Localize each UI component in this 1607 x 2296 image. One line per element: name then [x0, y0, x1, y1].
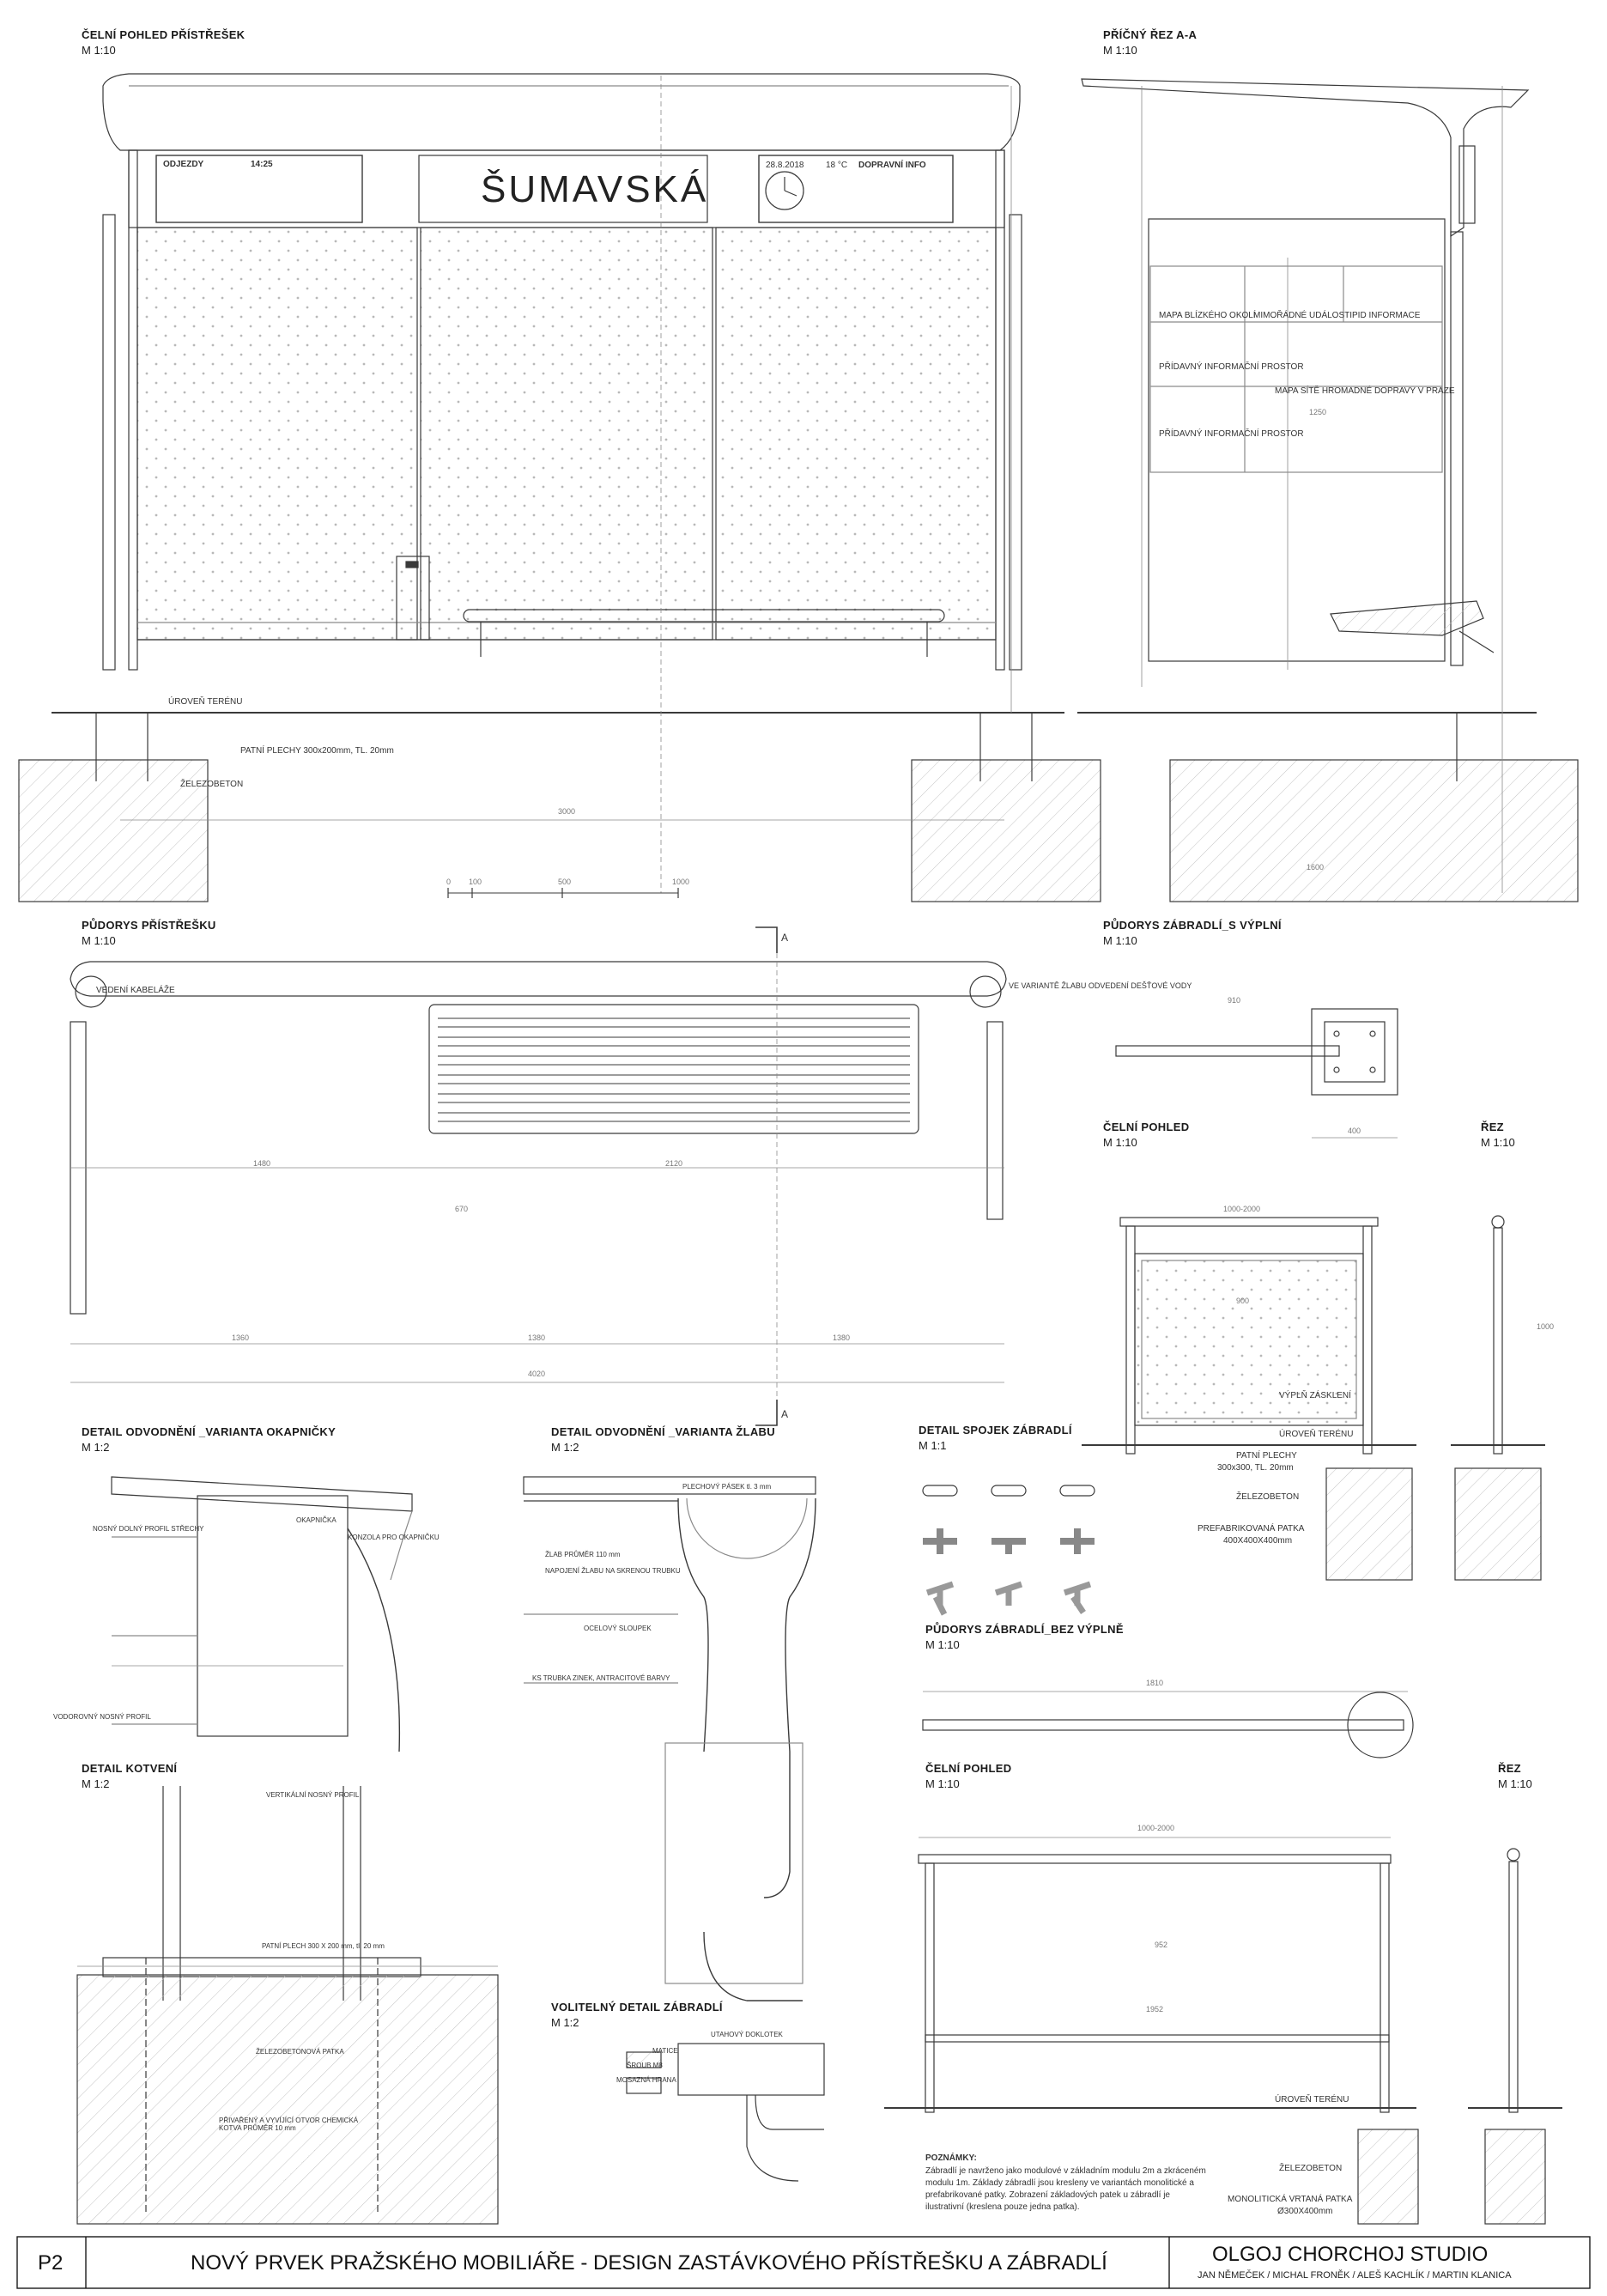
section-dim-1600: 1600	[1307, 863, 1325, 872]
railing2-footing-size: Ø300X400mm	[1277, 2207, 1333, 2216]
drain-b-label-4: OCELOVÝ SLOUPEK	[584, 1625, 652, 1632]
railing-concrete-label: ŽELEZOBETON	[1236, 1492, 1300, 1502]
railing-front-1-title: ČELNÍ POHLED	[1103, 1121, 1190, 1133]
anchor-label-1: VERTIKÁLNÍ NOSNÝ PROFIL	[266, 1791, 360, 1799]
cross-section-aa	[1077, 79, 1578, 902]
plan-roof-edge	[70, 962, 1006, 996]
plan-title: PŮDORYS PŘÍSTŘEŠKU	[82, 919, 216, 932]
anchor-label-2: PATNÍ PLECH 300 X 200 mm, tl. 20 mm	[262, 1942, 385, 1950]
panel-local-map: MAPA BLÍZKÉHO OKOLÍ	[1159, 311, 1256, 320]
drain-b-title: DETAIL ODVODNĚNÍ _VARIANTA ŽLABU	[551, 1425, 775, 1438]
railing-section-footing-2	[1485, 2129, 1545, 2224]
drainage-detail-drip	[112, 1477, 412, 1752]
optional-title: VOLITELNÝ DETAIL ZÁBRADLÍ	[551, 2001, 723, 2014]
section-dim-1250: 1250	[1309, 408, 1327, 416]
railing-ground-label: ÚROVEŇ TERÉNU	[1279, 1430, 1354, 1439]
plan-dim-1380a: 1380	[528, 1333, 546, 1342]
railing2-concrete-label: ŽELEZOBETON	[1279, 2164, 1343, 2173]
railing2-footing-label: MONOLITICKÁ VRTANÁ PATKA	[1228, 2195, 1353, 2204]
sheet-number: P2	[38, 2251, 64, 2275]
drain-a-label-1: NOSNÝ DOLNÝ PROFIL STŘECHY	[93, 1525, 204, 1533]
railing-dim-1000: 1000	[1537, 1322, 1555, 1331]
railing-section-footing-1	[1455, 1468, 1541, 1580]
front-view-scale: M 1:10	[82, 44, 116, 57]
departures-time: 14:25	[251, 160, 273, 169]
railing-dim-910: 910	[1228, 996, 1241, 1005]
railing-front-2-scale: M 1:10	[925, 1777, 960, 1790]
drain-b-label-3: NAPOJENÍ ŽLABU NA SKRENOU TRUBKU	[545, 1567, 681, 1575]
section-bench	[1331, 601, 1483, 635]
display-date: 28.8.2018	[766, 161, 804, 170]
plan-dim-1360: 1360	[232, 1333, 250, 1342]
railing-dim-900: 900	[1236, 1297, 1250, 1305]
joints-title: DETAIL SPOJEK ZÁBRADLÍ	[919, 1424, 1072, 1437]
section-title: PŘÍČNÝ ŘEZ A-A	[1103, 28, 1198, 41]
section-post	[1451, 232, 1463, 665]
railing-plan-nofill-scale: M 1:10	[925, 1638, 960, 1651]
railing-section-2-scale: M 1:10	[1498, 1777, 1532, 1790]
railing-dim-952: 952	[1155, 1941, 1168, 1949]
railing-width-1: 1000-2000	[1223, 1205, 1261, 1213]
railing-footing-label: PREFABRIKOVANÁ PATKA	[1198, 1524, 1305, 1534]
plan-dim-670: 670	[455, 1205, 469, 1213]
railing-dim-1952: 1952	[1146, 2005, 1164, 2014]
railing-plan-with-fill	[1116, 1009, 1398, 1138]
post-left	[129, 150, 137, 670]
info-frame	[1149, 219, 1445, 661]
plan-dim-1480: 1480	[253, 1159, 271, 1168]
section-roof	[1082, 79, 1528, 236]
drain-b-label-1: PLECHOVÝ PÁSEK tl. 3 mm	[682, 1483, 772, 1491]
plan-bench	[429, 1005, 919, 1133]
post-right	[996, 150, 1004, 670]
railing-plan-fill-scale: M 1:10	[1103, 934, 1137, 947]
drain-a-scale: M 1:2	[82, 1441, 110, 1454]
railing-footing-size: 400X400X400mm	[1223, 1536, 1293, 1546]
joints-scale: M 1:1	[919, 1439, 947, 1452]
departures-label: ODJEZDY	[163, 160, 204, 169]
drain-a-title: DETAIL ODVODNĚNÍ _VARIANTA OKAPNIČKY	[82, 1425, 337, 1438]
panel-network-map: MAPA SÍTĚ HROMADNÉ DOPRAVY V PRAZE	[1275, 386, 1455, 396]
scale-bar-500: 500	[558, 878, 572, 886]
anchoring-detail	[77, 1786, 498, 2224]
studio-name: OLGOJ CHORCHOJ STUDIO	[1212, 2243, 1489, 2266]
notes-heading: POZNÁMKY:	[925, 2153, 977, 2163]
railing-dim-400: 400	[1348, 1127, 1361, 1135]
scale-bar-1000: 1000	[672, 878, 690, 886]
footing-right	[912, 760, 1101, 902]
railing-plan-nofill-title: PŮDORYS ZÁBRADLÍ_BEZ VÝPLNĚ	[925, 1623, 1124, 1636]
railing-front-1-scale: M 1:10	[1103, 1136, 1137, 1149]
railing-dim-1810: 1810	[1146, 1679, 1164, 1687]
drain-b-label-5: KS TRUBKA ZINEK, ANTRACITOVÉ BARVY	[532, 1674, 670, 1682]
anchor-title: DETAIL KOTVENÍ	[82, 1762, 178, 1775]
ground-level-label: ÚROVEŇ TERÉNU	[168, 697, 243, 707]
plan-scale: M 1:10	[82, 934, 116, 947]
railing-plan-fill-title: PŮDORYS ZÁBRADLÍ_S VÝPLNÍ	[1103, 919, 1282, 932]
glass-panel-left	[137, 228, 417, 640]
front-view-title: ČELNÍ POHLED PŘÍSTŘEŠEK	[82, 28, 246, 41]
anchor-label-3: ŽELEZOBETONOVÁ PATKA	[256, 2048, 344, 2056]
railing-width-2: 1000-2000	[1137, 1824, 1175, 1832]
railing-front-2-title: ČELNÍ POHLED	[925, 1762, 1012, 1775]
plan-dim-4020: 4020	[528, 1370, 546, 1378]
glass-panel-mid	[421, 228, 713, 640]
railing-footing-1	[1326, 1468, 1412, 1580]
stop-name: ŠUMAVSKÁ	[481, 168, 709, 210]
drain-a-label-4: VODOROVNÝ NOSNÝ PROFIL	[53, 1713, 151, 1721]
concrete-label: ŽELEZOBETON	[180, 780, 244, 789]
section-mark-bottom: A	[781, 1408, 789, 1420]
plan-dim-1380b: 1380	[833, 1333, 851, 1342]
glazing-fill-label: VÝPLŇ ZÁSKLENÍ	[1279, 1391, 1351, 1400]
anchor-scale: M 1:2	[82, 1777, 110, 1790]
scale-bar-100: 100	[469, 878, 482, 886]
drain-a-label-2: OKAPNIČKA	[296, 1516, 337, 1524]
plan-dim-2120: 2120	[665, 1159, 683, 1168]
notes-text: Zábradlí je navrženo jako modulové v základním modulu 2m a zkráceném modulu 1m. Základy zábradlí jsou kresleny ve variantách monolitické a prefabrikované patky. Zobrazení základových patek u zábradlí je ilustrativní (kreslena pouze jedna patka).	[925, 2166, 1206, 2212]
section-mark-top: A	[781, 932, 789, 944]
plan-glass-right	[987, 1022, 1003, 1219]
drain-b-label-2: ŽLAB PRŮMĚR 110 mm	[545, 1551, 621, 1558]
footing-left	[19, 760, 208, 902]
railing2-ground-label: ÚROVEŇ TERÉNU	[1275, 2095, 1349, 2105]
base-plates-label: PATNÍ PLECHY 300x200mm, TL. 20mm	[240, 746, 394, 756]
optional-label-2: MATICE	[652, 2047, 678, 2055]
railing-section-1-title: ŘEZ	[1481, 1121, 1504, 1133]
anchor-footing	[77, 1975, 498, 2224]
plan-gutter-label: VE VARIANTĚ ŽLABU ODVEDENÍ DEŠŤOVÉ VODY	[1009, 981, 1192, 990]
railing-plan-no-fill	[923, 1692, 1413, 1758]
display-temperature: 18 °C	[826, 161, 848, 170]
drain-a-label-3: KONZOLA PRO OKAPNIČKU	[348, 1534, 440, 1541]
railing-plates-label: PATNÍ PLECHY	[1236, 1451, 1297, 1461]
optional-label-3: ŠROUB M8	[627, 2062, 663, 2069]
width-dimension: 3000	[558, 807, 576, 816]
section-scale: M 1:10	[1103, 44, 1137, 57]
glass-panel-right	[716, 228, 996, 640]
railing-plates-size: 300x300, TL. 20mm	[1217, 1463, 1294, 1473]
traffic-info-label: DOPRAVNÍ INFO	[858, 161, 926, 170]
panel-incidents: MIMOŘÁDNÉ UDÁLOSTI	[1253, 311, 1353, 320]
panel-extra-1: PŘÍDAVNÝ INFORMAČNÍ PROSTOR	[1159, 362, 1304, 372]
anchor-label-4: PŘIVAŘENÝ A VYVÍJÍCÍ OTVOR CHEMICKÁ KOTVA PRŮMĚR 10 mm	[219, 2117, 359, 2132]
shelter-plan	[70, 927, 1006, 1425]
railing-section-1-scale: M 1:10	[1481, 1136, 1515, 1149]
railing-joints	[923, 1485, 1095, 1614]
railing-footing-2	[1358, 2129, 1418, 2224]
scale-bar-0: 0	[446, 878, 452, 886]
drain-b-scale: M 1:2	[551, 1441, 579, 1454]
roof-profile	[103, 74, 1020, 150]
optional-label-4: MOSAZNÁ HRANA	[616, 2076, 676, 2084]
panel-extra-2: PŘÍDAVNÝ INFORMAČNÍ PROSTOR	[1159, 429, 1304, 439]
authors: JAN NĚMEČEK / MICHAL FRONĚK / ALEŠ KACHLÍK / MARTIN KLANICA	[1198, 2270, 1512, 2281]
plan-cable-label: VEDENÍ KABELÁŽE	[96, 986, 175, 995]
sheet-title: NOVÝ PRVEK PRAŽSKÉHO MOBILIÁŘE - DESIGN ZASTÁVKOVÉHO PŘÍSTŘEŠKU A ZÁBRADLÍ	[191, 2251, 1107, 2275]
railing-section-2-title: ŘEZ	[1498, 1762, 1521, 1775]
optional-scale: M 1:2	[551, 2016, 579, 2029]
optional-label-1: UTAHOVÝ DOKLOTEK	[711, 2031, 783, 2038]
section-footing	[1170, 760, 1578, 902]
panel-pid-info: PID INFORMACE	[1352, 311, 1421, 320]
